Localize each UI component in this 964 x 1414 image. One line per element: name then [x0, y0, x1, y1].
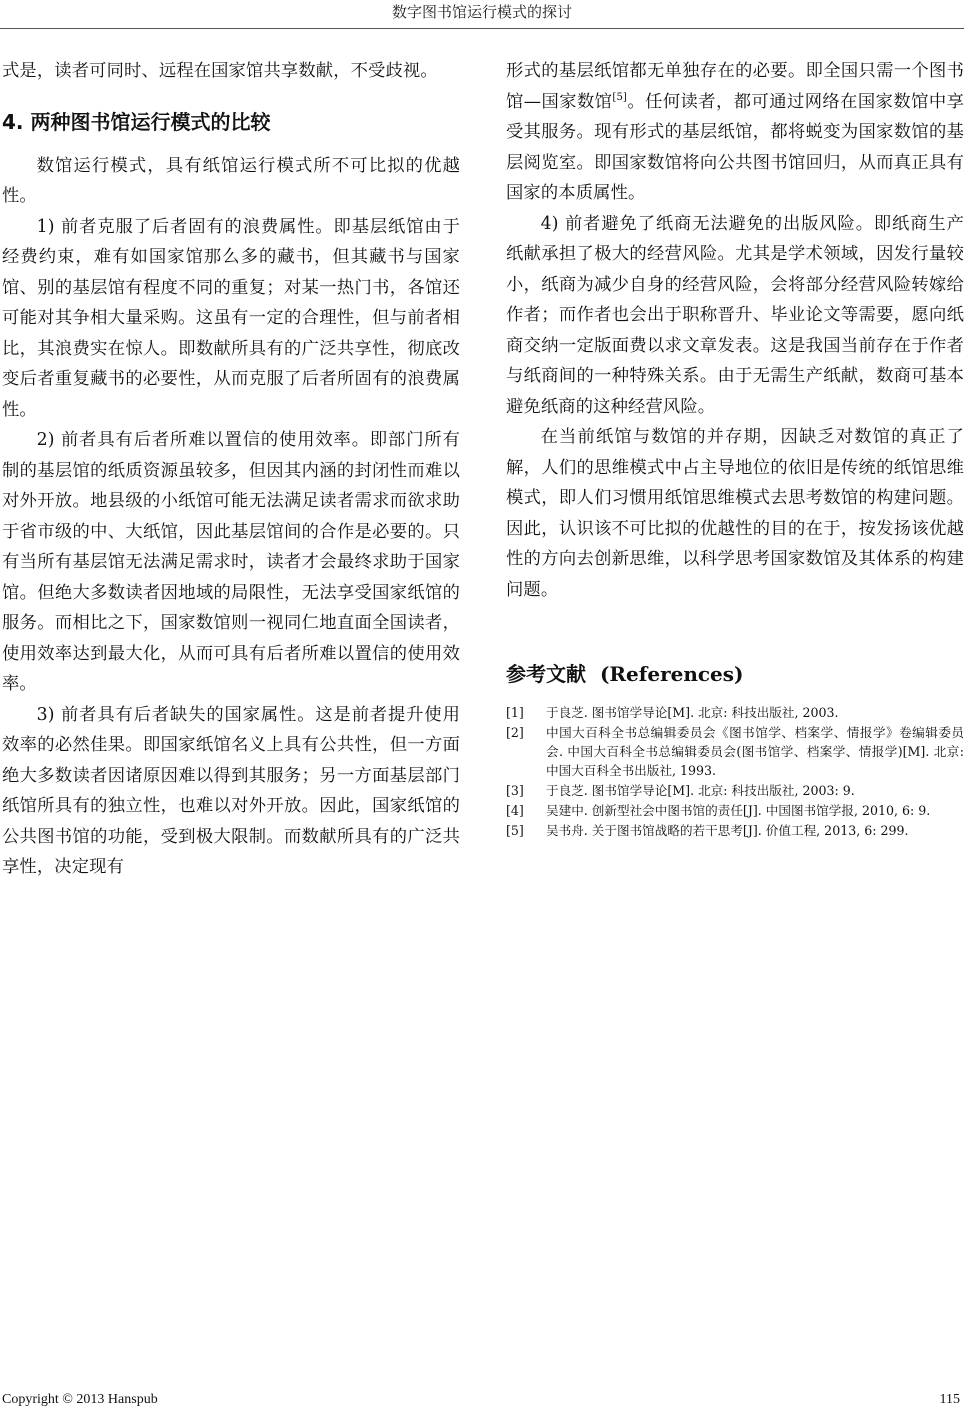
- reference-text: 吴书舟. 关于图书馆战略的若干思考[J]. 价值工程, 2013, 6: 299.: [546, 823, 909, 838]
- reference-item: [506, 703, 964, 722]
- paragraph-text: 形式的基层纸馆都无单独存在的必要。即全国只需一个图书馆—国家数馆: [506, 61, 964, 112]
- paragraph-conclusion: 在当前纸馆与数馆的并存期，因缺乏对数馆的真正了解，人们的思维模式中占主导地位的依旧是传统的纸馆思维模式，即人们习惯用纸馆思维模式去思考数馆的构建问题。因此，认识该不可比拟的优越性的目的在于，按发扬该优越性的方向去创新思维，以科学思考国家数馆及其体系的构建问题。: [506, 427, 964, 600]
- paragraph-text: 。任何读者，都可通过网络在国家数馆中享受其服务。现有形式的基层纸馆，都将蜕变为国家数馆的基层阅览室。即国家数馆将向公共图书馆回归，从而真正具有国家的本质属性。: [506, 91, 964, 203]
- reference-text: 中国大百科全书总编辑委员会《图书馆学、档案学、情报学》卷编辑委员会. 中国大百科全书总编辑委员会(图书馆学、档案学、情报学)[M]. 北京: 中国大百科全书出版社, 1993.: [546, 725, 964, 778]
- references-heading-cn: 参考文献: [506, 662, 586, 686]
- reference-text: 吴建中. 创新型社会中图书馆的责任[J]. 中国图书馆学报, 2010, 6: 9.: [546, 803, 931, 818]
- references-heading: [506, 659, 964, 689]
- reference-number: [3]: [506, 783, 524, 798]
- running-header: [0, 0, 964, 29]
- reference-number: [4]: [506, 803, 524, 818]
- reference-item: [506, 723, 964, 780]
- reference-list: [506, 703, 964, 840]
- paragraph-point-2: 2) 前者具有后者所难以置信的使用效率。即部门所有制的基层馆的纸质资源虽较多，但因其内涵的封闭性而难以对外开放。地县级的小纸馆可能无法满足读者需求而欲求助于省市级的中、大纸馆，因此基层馆间的合作是必要的。只有当所有基层馆无法满足需求时，读者才会最终求助于国家馆。但绝大多数读者因地域的局限性，无法享受国家纸馆的服务。而相比之下，国家数馆则一视同仁地直面全国读者，使用效率达到最大化，从而可具有后者所难以置信的使用效率。: [2, 430, 460, 694]
- paragraph-point-1: 1) 前者克服了后者固有的浪费属性。即基层纸馆由于经费约束，难有如国家馆那么多的藏书，但其藏书与国家馆、别的基层馆有程度不同的重复；对某一热门书，各馆还可能对其争相大量采购。这虽有一定的合理性，但与前者相比，其浪费实在惊人。即数献所具有的广泛共享性，彻底改变后者重复藏书的必要性，从而克服了后者所固有的浪费属性。: [2, 216, 460, 420]
- footer-copyright: Copyright © 2013 Hanspub: [2, 1392, 158, 1407]
- reference-item: [506, 801, 964, 820]
- paragraph-point-4: 4) 前者避免了纸商无法避免的出版风险。即纸商生产纸献承担了极大的经营风险。尤其是学术领域，因发行量较小，纸商为减少自身的经营风险，会将部分经营风险转嫁给作者；而作者也会出于职称晋升、毕业论文等需要，愿向纸商交纳一定版面费以求文章发表。这是我国当前存在于作者与纸商间的一种特殊关系。由于无需生产纸献，数商可基本避免纸商的这种经营风险。: [506, 213, 964, 417]
- reference-text: 于良芝. 图书馆学导论[M]. 北京: 科技出版社, 2003.: [546, 705, 839, 720]
- reference-number: [1]: [506, 705, 524, 720]
- reference-number: [2]: [506, 725, 524, 740]
- paragraph-continued: 式是，读者可同时、远程在国家馆共享数献，不受歧视。: [2, 61, 438, 81]
- references-heading-en: (References): [599, 662, 744, 686]
- paragraph-point-3: 3) 前者具有后者缺失的国家属性。这是前者提升使用效率的必然佳果。即国家纸馆名义上具有公共性，但一方面绝大多数读者因诸原因难以得到其服务；另一方面基层部门纸馆所具有的独立性，也难以对外开放。因此，国家纸馆的公共图书馆的功能，受到极大限制。而数献所具有的广泛共享性，决定现有: [2, 704, 460, 877]
- reference-item: [506, 781, 964, 800]
- reference-text: 于良芝. 图书馆学导论[M]. 北京: 科技出版社, 2003: 9.: [546, 783, 855, 798]
- paragraph-point-3-continued: [506, 56, 964, 209]
- paragraph-intro: 数馆运行模式，具有纸馆运行模式所不可比拟的优越性。: [2, 155, 460, 206]
- running-header-title: 数字图书馆运行模式的探讨: [391, 3, 572, 21]
- left-column: [2, 56, 460, 883]
- reference-item: [506, 821, 964, 840]
- citation-superscript: [5]: [612, 91, 628, 103]
- right-column: [506, 56, 964, 841]
- reference-number: [5]: [506, 823, 524, 838]
- section-heading: 4. 两种图书馆运行模式的比较: [2, 109, 271, 134]
- footer-page-number: 115: [939, 1392, 960, 1407]
